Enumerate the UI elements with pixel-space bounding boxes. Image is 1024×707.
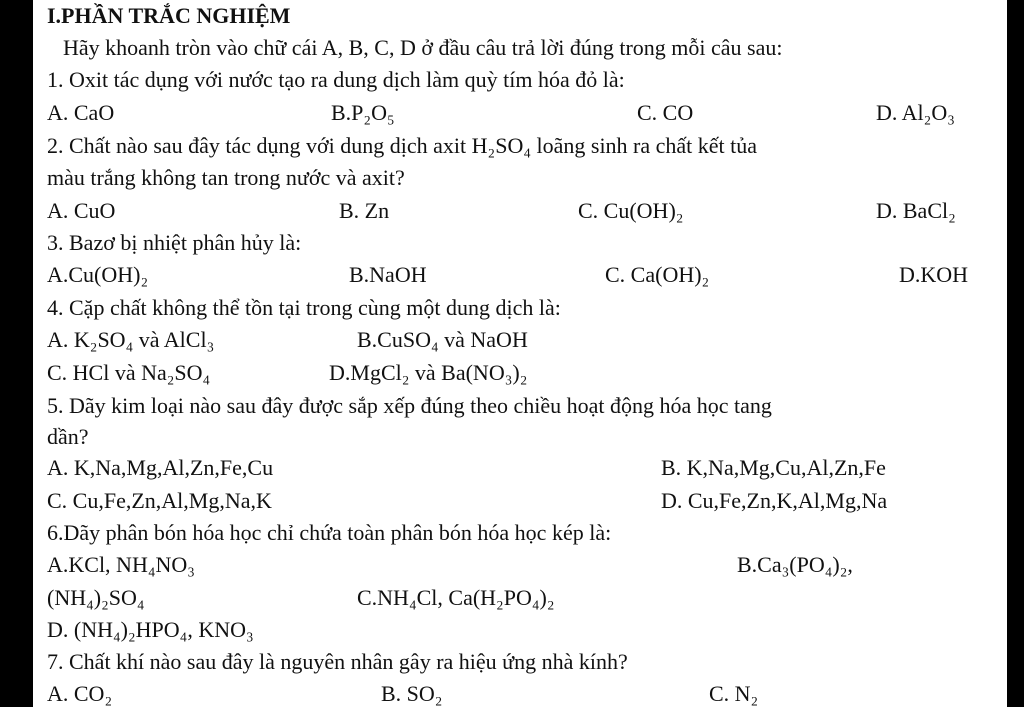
q3-option-b: B.NaOH [349, 262, 427, 287]
q7-option-c: C. N₂ [709, 681, 759, 706]
question-6: 6.Dãy phân bón hóa học chỉ chứa toàn phân bón hóa học kép là: [47, 520, 612, 545]
question-2: 2. Chất nào sau đây tác dụng với dung dịch axit H₂SO₄ loãng sinh ra chất kết tủa [47, 133, 758, 158]
q1-option-d: D. Al₂O₃ [876, 100, 955, 125]
q6-option-b: B.Ca₃(PO₄)₂, [737, 552, 853, 577]
q4-option-c: C. HCl và Na₂SO₄ [47, 360, 211, 385]
q6-option-c: C.NH₄Cl, Ca(H₂PO₄)₂ [357, 585, 555, 610]
q6-option-d: D. (NH₄)₂HPO₄, KNO₃ [47, 617, 254, 642]
q3-option-c: C. Ca(OH)₂ [605, 262, 710, 287]
q3-option-a: A.Cu(OH)₂ [47, 262, 149, 287]
q2-option-b: B. Zn [339, 198, 390, 223]
q4-option-b: B.CuSO₄ và NaOH [357, 327, 528, 352]
q5-option-d: D. Cu,Fe,Zn,K,Al,Mg,Na [661, 488, 888, 513]
q4-option-d: D.MgCl₂ và Ba(NO₃)₂ [329, 360, 528, 385]
q6-option-a: A.KCl, NH₄NO₃ [47, 552, 195, 577]
q2-option-a: A. CuO [47, 198, 116, 223]
q5-option-a: A. K,Na,Mg,Al,Zn,Fe,Cu [47, 455, 274, 480]
q3-option-d: D.KOH [899, 262, 969, 287]
q2-option-c: C. Cu(OH)₂ [578, 198, 684, 223]
q5-option-c: C. Cu,Fe,Zn,Al,Mg,Na,K [47, 488, 272, 513]
q1-option-c: C. CO [637, 100, 694, 125]
q2-option-d: D. BaCl₂ [876, 198, 956, 223]
document-page [33, 0, 1007, 707]
section-title: I.PHẦN TRẮC NGHIỆM [47, 3, 291, 28]
q4-option-a: A. K₂SO₄ và AlCl₃ [47, 327, 215, 352]
q1-option-a: A. CaO [47, 100, 115, 125]
instruction: Hãy khoanh tròn vào chữ cái A, B, C, D ở đầu câu trả lời đúng trong mỗi câu sau: [63, 35, 783, 60]
question-7: 7. Chất khí nào sau đây là nguyên nhân gây ra hiệu ứng nhà kính? [47, 649, 628, 674]
q7-option-a: A. CO₂ [47, 681, 113, 706]
question-5: 5. Dãy kim loại nào sau đây được sắp xếp đúng theo chiều hoạt động hóa học tang [47, 393, 772, 418]
question-4: 4. Cặp chất không thể tồn tại trong cùng một dung dịch là: [47, 295, 561, 320]
question-1: 1. Oxit tác dụng với nước tạo ra dung dịch làm quỳ tím hóa đỏ là: [47, 67, 625, 92]
question-5-cont: dần? [47, 424, 89, 449]
question-3: 3. Bazơ bị nhiệt phân hủy là: [47, 230, 302, 255]
q1-option-b: B.P₂O₅ [331, 100, 395, 125]
question-2-cont: màu trắng không tan trong nước và axit? [47, 165, 405, 190]
q6-option-b-cont: (NH₄)₂SO₄ [47, 585, 145, 610]
q7-option-b: B. SO₂ [381, 681, 443, 706]
q5-option-b: B. K,Na,Mg,Cu,Al,Zn,Fe [661, 455, 886, 480]
